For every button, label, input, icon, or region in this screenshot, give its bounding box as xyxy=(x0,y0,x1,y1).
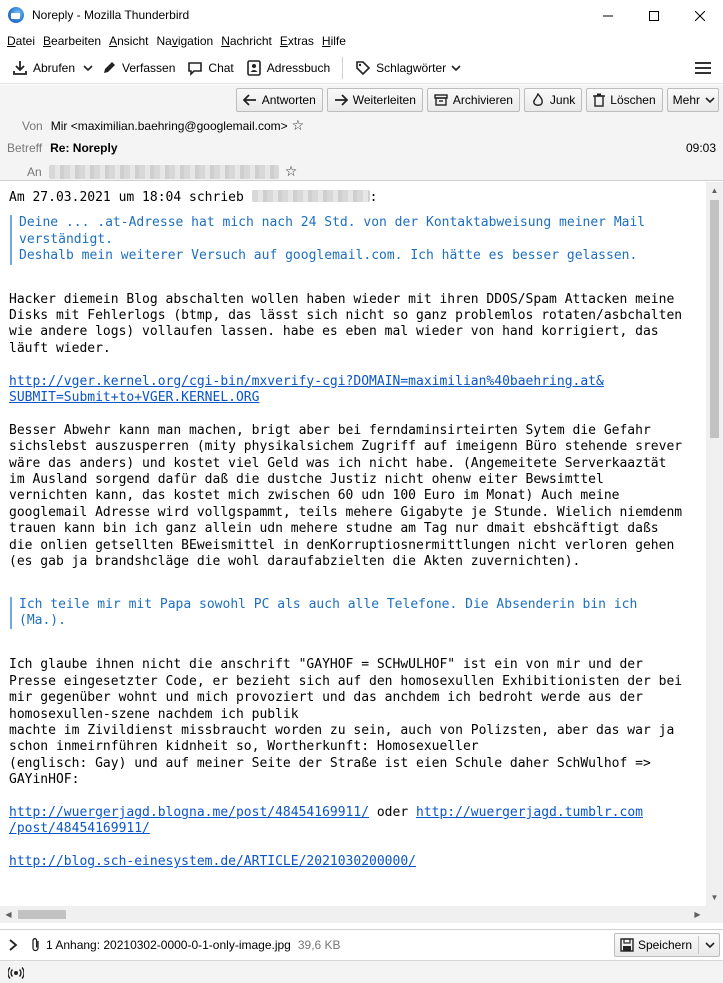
menu-extras[interactable]: Extras xyxy=(279,34,314,48)
menu-navigation[interactable]: Navigation xyxy=(156,34,214,48)
redacted-recipient xyxy=(49,165,279,179)
archive-icon xyxy=(434,94,448,106)
download-icon xyxy=(12,60,28,76)
save-disk-icon xyxy=(620,938,634,952)
save-label: Speichern xyxy=(637,938,692,952)
chat-button[interactable] xyxy=(181,55,239,81)
horizontal-scroll-thumb[interactable] xyxy=(18,910,66,919)
addressbook-icon xyxy=(246,60,262,76)
window-controls xyxy=(585,0,723,31)
message-time: 09:03 xyxy=(685,141,716,155)
scroll-right-arrow-icon[interactable]: ▶ xyxy=(694,910,701,919)
main-toolbar xyxy=(0,52,723,84)
reply-intro: Am 27.03.2021 um 18:04 schrieb : xyxy=(9,190,378,205)
getmail-button[interactable] xyxy=(6,55,81,81)
thunderbird-logo-icon xyxy=(8,7,24,23)
subject-value: Re: Noreply xyxy=(50,141,118,155)
menu-nachricht[interactable]: Nachricht xyxy=(221,34,272,48)
paragraph-1: Hacker diemein Blog abschalten wollen haben wieder mit ihren DDOS/Spam Attacken meine Disks mit Fehlerlogs (btmp, das lässt sich nicht so ganz problemlos rotaten/asbchalten wie andere logs) vollaufen lassen. habe es eben mal wieder von hand korrigiert, das läuft wieder. xyxy=(9,291,683,356)
menu-bearbeiten[interactable]: Bearbeiten xyxy=(43,34,102,48)
chevron-down-icon xyxy=(451,64,461,72)
reply-arrow-icon xyxy=(243,94,257,106)
header-actions xyxy=(236,88,719,112)
chevron-down-icon xyxy=(705,96,715,104)
getmail-dropdown[interactable] xyxy=(81,55,95,81)
vertical-scroll-thumb[interactable] xyxy=(710,200,719,438)
chevron-right-icon[interactable] xyxy=(8,939,18,951)
delete-label: Löschen xyxy=(610,93,656,107)
addressbook-label: Adressbuch xyxy=(266,60,331,75)
status-bar xyxy=(0,960,723,983)
minimize-button[interactable] xyxy=(585,0,631,31)
junk-flame-icon xyxy=(531,93,545,107)
junk-button[interactable] xyxy=(524,88,582,112)
to-row xyxy=(27,163,297,180)
vertical-scrollbar[interactable] xyxy=(706,182,723,906)
from-row xyxy=(22,117,304,134)
more-label: Mehr xyxy=(672,93,700,107)
message-body xyxy=(0,182,705,906)
attachment-size: 39,6 KB xyxy=(297,937,341,952)
star-icon[interactable]: ☆ xyxy=(284,163,298,179)
scrollbar-corner xyxy=(706,906,723,923)
redacted-sender xyxy=(252,190,370,202)
chevron-down-icon[interactable] xyxy=(705,941,715,949)
subject-row xyxy=(7,141,118,155)
delete-button[interactable] xyxy=(586,88,662,112)
maximize-button[interactable] xyxy=(631,0,677,31)
link-blogna[interactable]: http://wuergerjagd.blogna.me/post/48454169911/ xyxy=(9,804,370,820)
menu-datei[interactable]: Datei xyxy=(7,34,36,48)
links-line: http://wuergerjagd.blogna.me/post/48454169911/ oder http://wuergerjagd.tumblr.com xyxy=(9,804,643,820)
paragraph-2: Besser Abwehr kann man machen, brigt aber bei ferndaminsirteirten Sytem die Gefahr sichslebst auszusperren (mity physikalsichem Zugriff auf imeigenn Büro stehende srever wäre das anders) und kostet viel Geld was ich nicht habe. (Angemeitete Serverkaaztät im Ausland sorgend dafür daß die dustche Justiz nicht ohenw eiter Bewsimttel vernichten kann, das kostet mich zwischen 60 udn 100 Euro im Monat) Auch meine googlemail Adresse wird vollgspammt, teils mehere Gigabyte je Stunde. Wielich niemdenm trauen kann bin ich ganz allein udn mehere studne am Tag nur dmait ebshcäftigt daßs die onlien getsellten BEweismittel in denKorruptiosnermittlungen nicht verloren gehen (es gab ja brandshcläge die wohl daraufabzielten die Akten zuvernichten). xyxy=(9,422,683,570)
from-value[interactable]: Mir <maximilian.baehring@googlemail.com> xyxy=(50,118,288,133)
title-bar xyxy=(0,0,723,31)
chat-label: Chat xyxy=(208,60,234,75)
forward-label: Weiterleiten xyxy=(352,93,416,107)
addressbook-button[interactable] xyxy=(240,55,336,81)
getmail-label: Abrufen xyxy=(33,60,76,75)
toolbar-separator xyxy=(342,57,343,79)
pencil-icon xyxy=(101,60,117,76)
subject-label: Betreff xyxy=(7,141,43,155)
link-vger[interactable]: http://vger.kernel.org/cgi-bin/mxverify-cgi?DOMAIN=maximilian%40baehring.at& SUBMIT=Submit+to+VGER.KERNEL.ORG xyxy=(9,373,604,406)
time-row xyxy=(686,141,716,155)
reply-button[interactable] xyxy=(236,88,323,112)
scroll-left-arrow-icon[interactable]: ◀ xyxy=(5,910,12,919)
online-status-icon[interactable] xyxy=(8,965,24,979)
tag-icon xyxy=(355,60,371,76)
archive-button[interactable] xyxy=(427,88,520,112)
minimize-icon xyxy=(603,11,613,21)
quote-block-1: Deine ... .at-Adresse hat mich nach 24 Std. von der Kontaktabweisung meiner Mail verständigt. Deshalb mein weiterer Versuch auf googlemail.com. Ich hätte es besser gelassen. xyxy=(10,215,705,264)
more-button[interactable] xyxy=(667,88,719,112)
star-icon[interactable]: ☆ xyxy=(291,117,305,133)
trash-icon xyxy=(593,93,605,107)
close-button[interactable] xyxy=(677,0,723,31)
to-label: An xyxy=(27,164,42,179)
attachment-bar xyxy=(0,929,723,959)
app-menu-button[interactable] xyxy=(695,58,711,78)
close-icon xyxy=(695,11,705,21)
from-label: Von xyxy=(22,118,43,133)
forward-arrow-icon xyxy=(334,94,348,106)
message-header xyxy=(0,85,723,181)
maximize-icon xyxy=(649,11,659,21)
paragraph-3: Ich glaube ihnen nicht die anschrift "GAYHOF = SCHwULHOF" ist ein von mir und der Presse eingesetzter Code, er bezieht sich auf den homosexullen Exhibitionisten der bei mir gegenüber wohnt und mich provoziert und das anchdem ich bedroht werde aus der homosexullen-szene nachdem ich publik machte im Zivildienst missbraucht worden zu sein, auch von Polizsten, aber das war ja schon inmeirnführen kidnheit so, Wortherkunft: Homosexueller (englisch: Gay) und auf meiner Seite der Straße ist eien Schule daher SchWulhof => GAYinHOF: xyxy=(9,657,683,788)
write-button[interactable] xyxy=(95,55,181,81)
scroll-up-arrow-icon[interactable]: ▲ xyxy=(710,186,719,195)
forward-button[interactable] xyxy=(327,88,423,112)
write-label: Verfassen xyxy=(122,60,176,75)
link-tumblr-cont[interactable]: /post/48454169911/ xyxy=(9,821,150,837)
chevron-down-icon xyxy=(83,64,93,72)
attachment-label[interactable]: 1 Anhang: 20210302-0000-0-1-only-image.jpg xyxy=(46,937,291,952)
link-tumblr[interactable]: http://wuergerjagd.tumblr.com xyxy=(416,804,643,820)
tags-label: Schlagwörter xyxy=(376,60,447,75)
save-attachment-button[interactable] xyxy=(614,933,720,957)
archive-label: Archivieren xyxy=(452,93,513,107)
junk-label: Junk xyxy=(549,93,576,107)
window-title: Noreply - Mozilla Thunderbird xyxy=(32,8,190,22)
link-sch-einesystem[interactable]: http://blog.sch-einesystem.de/ARTICLE/2021030200000/ xyxy=(9,854,416,870)
menu-bar xyxy=(0,31,723,51)
menu-hilfe[interactable]: Hilfe xyxy=(321,34,346,48)
reply-label: Antworten xyxy=(261,93,316,107)
horizontal-scrollbar[interactable] xyxy=(0,906,706,923)
tags-button[interactable] xyxy=(349,55,467,81)
scroll-down-arrow-icon[interactable]: ▼ xyxy=(710,893,719,902)
paperclip-icon xyxy=(30,937,42,953)
chat-bubble-icon xyxy=(187,60,203,76)
quote-block-2: Ich teile mir mit Papa sowohl PC als auch alle Telefone. Die Absenderin bin ich (Ma.). xyxy=(10,597,705,630)
menu-ansicht[interactable]: Ansicht xyxy=(109,34,149,48)
